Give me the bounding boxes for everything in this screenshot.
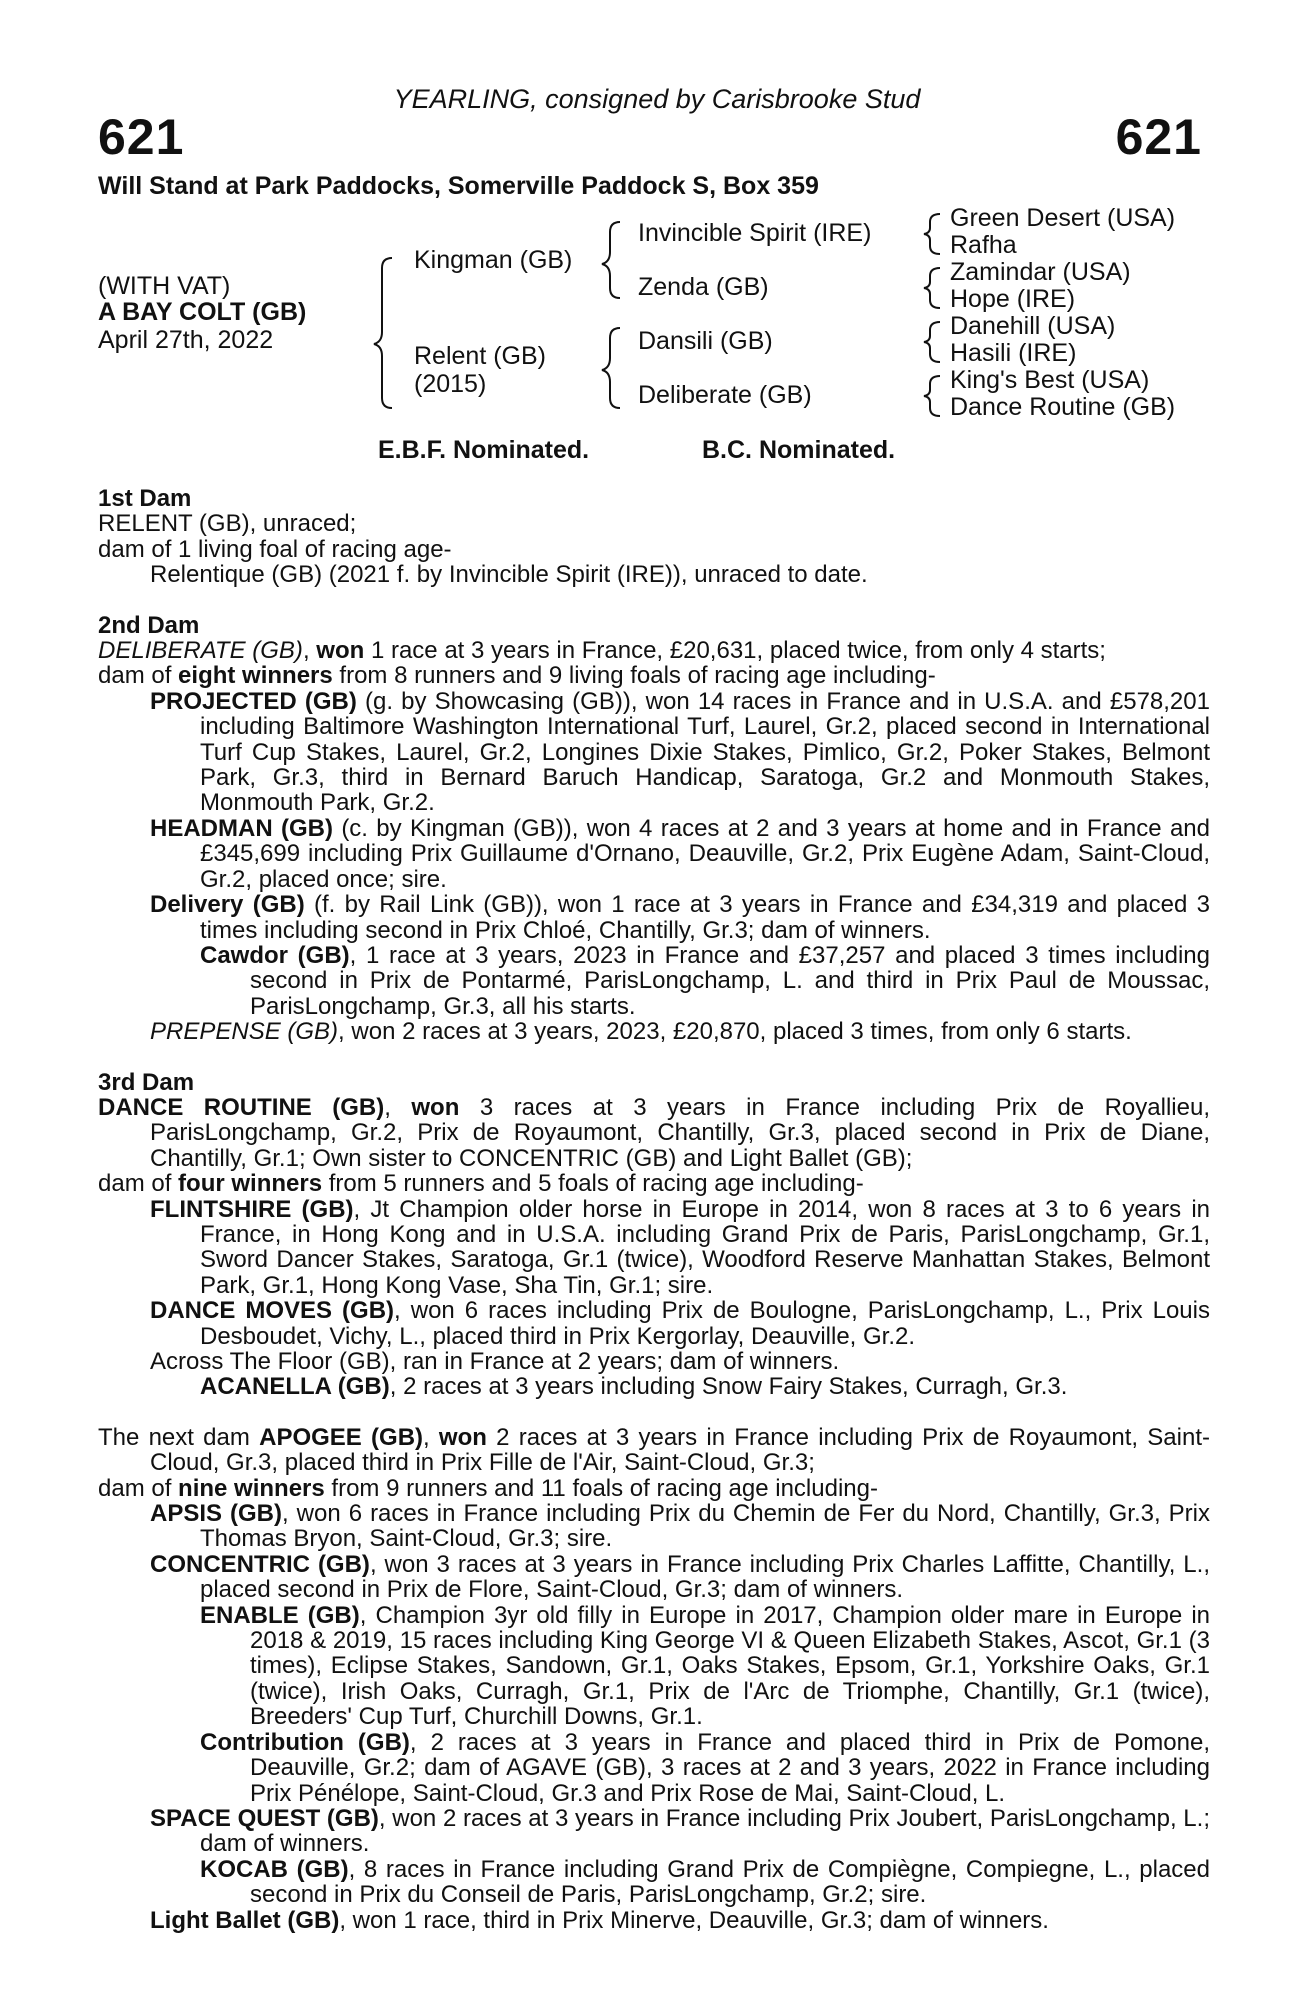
horse-record: , won 6 races in France including Prix du Chemin de Fer du Nord, Chantilly, Gr.3, Prix Thomas Bryon, Saint-Cloud, Gr.3; sire. <box>200 1500 1210 1553</box>
second-dam-name: DELIBERATE (GB) <box>98 637 303 665</box>
horse-record: , Jt Champion older horse in Europe in 2014, won 8 races at 3 to 6 years in France, in Hong Kong and in U.S.A. including Grand Prix de Paris, ParisLongchamp, Gr.1, Sword Dancer Stakes, Saratoga, Gr.1 (twice), Woodford Reserve Manhattan Stakes, Belmont Park, Gr.1, Hong Kong Vase, Sha Tin, Gr.1; sire. <box>200 1195 1210 1299</box>
gg-8: Dance Routine (GB) <box>950 393 1176 421</box>
produce-entry <box>98 1806 1210 1857</box>
catalogue-body <box>98 486 1210 1933</box>
winners-count: nine winners <box>178 1474 325 1502</box>
next-dam-intro: The next dam APOGEE (GB), won 2 races at 3 years in France including Prix de Royaumont, Saint-Cloud, Gr.3, placed third in Prix Fille de l'Air, Saint-Cloud, Gr.3; <box>98 1423 1210 1477</box>
produce-entry <box>98 1857 1210 1908</box>
gg-4: Hope (IRE) <box>950 285 1076 313</box>
horse-name: ENABLE (GB) <box>200 1601 360 1629</box>
horse-record: , won 1 race, third in Prix Minerve, Deauville, Gr.3; dam of winners. <box>339 1906 1049 1934</box>
second-dam-produce <box>98 663 1210 688</box>
ebf-nomination: E.B.F. Nominated. <box>378 436 590 464</box>
horse-name: Light Ballet (GB) <box>150 1906 340 1934</box>
gg-3: Zamindar (USA) <box>950 258 1131 286</box>
second-dam-intro: DELIBERATE (GB), won 1 race at 3 years in France, £20,631, placed twice, from only 4 starts; <box>98 637 1106 665</box>
produce-entry <box>98 816 1210 892</box>
first-dam-heading: 1st Dam <box>98 485 192 512</box>
lot-number-left: 621 <box>98 109 185 165</box>
text-span: dam of <box>98 1170 179 1198</box>
horse-name: CONCENTRIC (GB) <box>150 1550 370 1578</box>
text-span: dam of <box>98 662 179 690</box>
horse-record: , 8 races in France including Grand Prix de Compiègne, Compiegne, L., placed second in Prix du Conseil de Paris, ParisLongchamp, Gr.2; sire. <box>250 1855 1210 1909</box>
horse-name: KOCAB (GB) <box>200 1855 349 1883</box>
produce-entry <box>98 892 1210 943</box>
won-word: won <box>438 1423 487 1451</box>
horse-record: , 2 races at 3 years in France and placed third in Prix de Pomone, Deauville, Gr.2; dam of AGAVE (GB), 3 races at 2 and 3 years, 2022 in France including Prix Pénélope, Saint-Cloud, Gr.3 and Prix Rose de Mai, Saint-Cloud, L. <box>250 1728 1210 1807</box>
stand-location: Will Stand at Park Paddocks, Somerville Paddock S, Box 359 <box>98 172 819 200</box>
produce-entry: Across The Floor (GB), ran in France at 2 years; dam of winners. <box>150 1348 840 1375</box>
next-dam-name: APOGEE (GB) <box>259 1423 424 1451</box>
horse-name: A BAY COLT (GB) <box>98 298 307 326</box>
produce-entry <box>98 1908 1210 1933</box>
text-span: from 9 runners and 11 foals of racing age including- <box>324 1474 878 1502</box>
produce-entry <box>98 1730 1210 1806</box>
produce-entry <box>98 1197 1210 1299</box>
produce-entry <box>98 943 1210 1019</box>
dam-year: (2015) <box>414 370 487 398</box>
gg-6: Hasili (IRE) <box>950 339 1077 367</box>
produce-entry <box>98 1603 1210 1730</box>
consignment-line: YEARLING, consigned by Carisbrooke Stud <box>393 84 921 114</box>
produce-entry <box>98 1374 1210 1399</box>
next-dam-produce <box>98 1476 1210 1501</box>
produce-entry <box>98 1552 1210 1603</box>
foaling-date: April 27th, 2022 <box>98 326 274 354</box>
horse-name: Cawdor (GB) <box>200 941 350 969</box>
second-dam-record: 1 race at 3 years in France, £20,631, placed twice, from only 4 starts; <box>364 637 1106 665</box>
next-dam-record: 2 races at 3 years in France including Prix de Royaumont, Saint-Cloud, Gr.3, placed third in Prix Fille de l'Air, Saint-Cloud, Gr.3; <box>150 1423 1210 1477</box>
won-word: won <box>316 637 365 665</box>
horse-name: PROJECTED (GB) <box>150 687 357 715</box>
third-dam-name: DANCE ROUTINE (GB) <box>98 1093 385 1121</box>
sire: Kingman (GB) <box>414 246 573 274</box>
gg-5: Danehill (USA) <box>950 312 1116 340</box>
horse-name: ACANELLA (GB) <box>200 1373 390 1401</box>
gg-1: Green Desert (USA) <box>950 204 1176 232</box>
produce-entry <box>98 1019 1210 1044</box>
first-dam-produce-line: dam of 1 living foal of racing age- <box>98 535 452 563</box>
horse-name: Delivery (GB) <box>150 891 305 919</box>
horse-record: , Champion 3yr old filly in Europe in 2017, Champion older mare in Europe in 2018 & 2019, 15 races including King George VI & Queen Elizabeth Stakes, Ascot, Gr.1 (3 times), Eclipse Stakes, Sandown, Gr.1, Oaks Stakes, Epsom, Gr.1, Yorkshire Oaks, Gr.1 (twice), Irish Oaks, Curragh, Gr.1, Prix de l'Arc de Triomphe, Chantilly, Gr.1 (twice), Breeders' Cup Turf, Churchill Downs, Gr.1. <box>250 1601 1210 1731</box>
horse-name: SPACE QUEST (GB) <box>150 1804 379 1832</box>
produce-entry <box>98 1298 1210 1349</box>
won-word: won <box>411 1093 460 1121</box>
text-span: dam of <box>98 1474 179 1502</box>
horse-name: Contribution (GB) <box>200 1728 410 1756</box>
horse-record: (g. by Showcasing (GB)), won 14 races in France and in U.S.A. and £578,201 including Baltimore Washington International Turf, Laurel, Gr.2, placed second in International Turf Cup Stakes, Laurel, Gr.2, Longines Dixie Stakes, Pimlico, Gr.2, Poker Stakes, Belmont Park, Gr.3, third in Bernard Baruch Handicap, Saratoga, Gr.2 and Monmouth Stakes, Monmouth Park, Gr.2. <box>200 687 1210 817</box>
first-dam-foal: Relentique (GB) (2021 f. by Invincible Spirit (IRE)), unraced to date. <box>150 561 868 589</box>
horse-record: , won 2 races at 3 years, 2023, £20,870, placed 3 times, from only 6 starts. <box>338 1018 1132 1046</box>
dam-sire: Dansili (GB) <box>638 327 773 355</box>
gg-7: King's Best (USA) <box>950 366 1150 394</box>
horse-record: , won 2 races at 3 years in France including Prix Joubert, ParisLongchamp, L.; dam of winners. <box>200 1804 1210 1858</box>
dam: Relent (GB) <box>414 342 546 370</box>
first-dam-line: RELENT (GB), unraced; <box>98 510 357 538</box>
horse-record: , won 3 races at 3 years in France including Prix Charles Laffitte, Chantilly, L., placed second in Prix de Flore, Saint-Cloud, Gr.3; dam of winners. <box>200 1550 1210 1604</box>
text-span: from 5 runners and 5 foals of racing age including- <box>322 1170 864 1198</box>
winners-count: four winners <box>178 1170 323 1198</box>
sire-dam: Zenda (GB) <box>638 273 769 301</box>
winners-count: eight winners <box>178 662 333 690</box>
second-dam-heading: 2nd Dam <box>98 611 200 639</box>
horse-record: , 1 race at 3 years, 2023 in France and £37,257 and placed 3 times including second in Prix de Pontarmé, ParisLongchamp, L. and third in Prix Paul de Moussac, ParisLongchamp, Gr.3, all his starts. <box>250 941 1210 1020</box>
horse-name: FLINTSHIRE (GB) <box>150 1195 354 1223</box>
produce-entry <box>98 689 1210 816</box>
lot-number-right: 621 <box>1115 109 1202 165</box>
horse-name: DANCE MOVES (GB) <box>150 1297 395 1325</box>
horse-name: PREPENSE (GB) <box>150 1018 339 1046</box>
bc-nomination: B.C. Nominated. <box>702 436 896 464</box>
dam-dam: Deliberate (GB) <box>638 381 812 409</box>
text-span: from 8 runners and 9 living foals of racing age including- <box>332 662 936 690</box>
horse-record: (f. by Rail Link (GB)), won 1 race at 3 years in France and £34,319 and placed 3 times including second in Prix Chloé, Chantilly, Gr.3; dam of winners. <box>200 891 1210 944</box>
horse-name: HEADMAN (GB) <box>150 814 333 842</box>
third-dam-intro: DANCE ROUTINE (GB), won 3 races at 3 years in France including Prix de Royallieu, ParisLongchamp, Gr.2, Prix de Royaumont, Chantilly, Gr.3, placed second in Prix de Diane, Chantilly, Gr.1; Own sister to CONCENTRIC (GB) and Light Ballet (GB); <box>98 1093 1210 1172</box>
third-dam-produce <box>98 1171 1210 1196</box>
horse-record: , 2 races at 3 years including Snow Fairy Stakes, Curragh, Gr.3. <box>389 1373 1068 1401</box>
horse-record: (c. by Kingman (GB)), won 4 races at 2 and 3 years at home and in France and £345,699 including Prix Guillaume d'Ornano, Deauville, Gr.2, Prix Eugène Adam, Saint-Cloud, Gr.2, placed once; sire. <box>200 814 1211 893</box>
third-dam-record: 3 races at 3 years in France including Prix de Royallieu, ParisLongchamp, Gr.2, Prix de Royaumont, Chantilly, Gr.3, placed second in Prix de Diane, Chantilly, Gr.1; Own sister to CONCENTRIC (GB) and Light Ballet (GB); <box>150 1093 1210 1172</box>
horse-record: , won 6 races including Prix de Boulogne, ParisLongchamp, L., Prix Louis Desboudet, Vichy, L., placed third in Prix Kergorlay, Deauville, Gr.2. <box>200 1297 1210 1350</box>
produce-entry <box>98 1501 1210 1552</box>
sire-sire: Invincible Spirit (IRE) <box>638 219 872 247</box>
vat-note: (WITH VAT) <box>98 272 231 300</box>
horse-name: APSIS (GB) <box>150 1500 283 1528</box>
third-dam-heading: 3rd Dam <box>98 1068 195 1096</box>
text-span: The next dam <box>98 1423 260 1451</box>
gg-2: Rafha <box>950 231 1017 259</box>
